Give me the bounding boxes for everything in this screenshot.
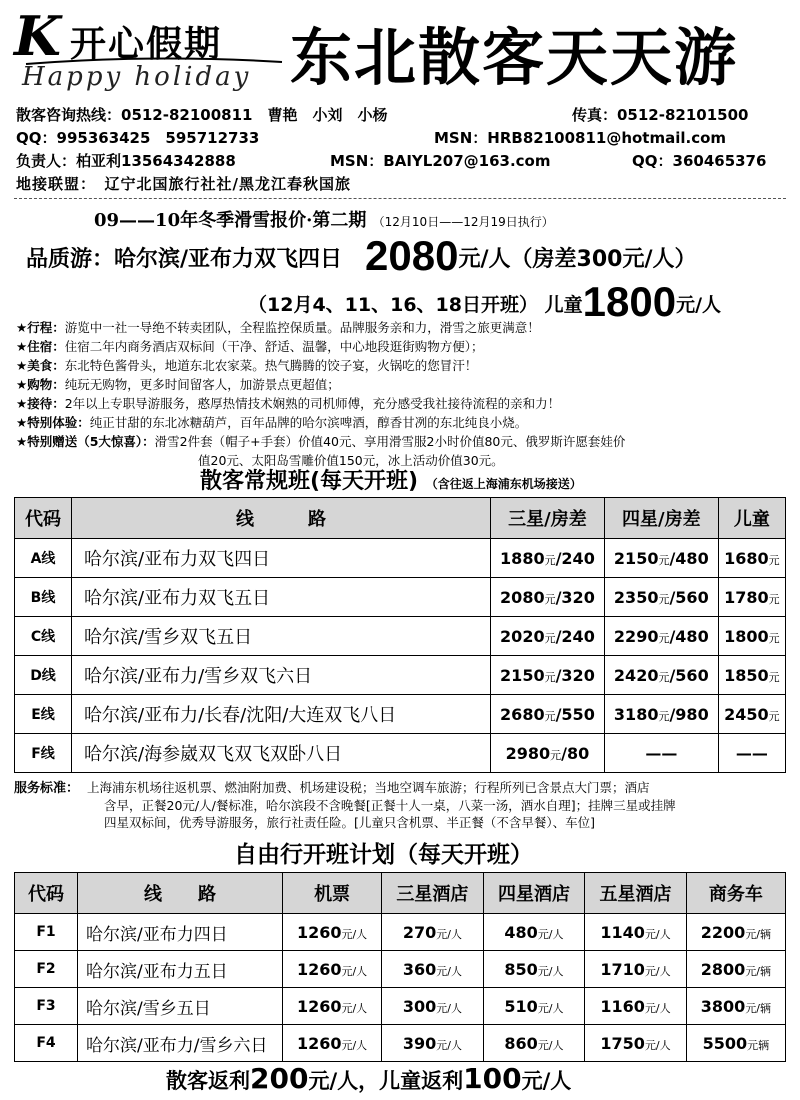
feature-shopping <box>16 375 340 393</box>
price: 3180 <box>613 704 659 724</box>
business-car <box>686 951 785 988</box>
service-line-2: 含早，正餐20元/人/餐标准，哈尔滨段不含晚餐[正餐十人一桌，八菜一汤，酒水自理]；挂牌三星或挂牌 <box>104 798 676 813</box>
season-heading <box>94 206 554 232</box>
yuan: 元 <box>768 553 780 567</box>
rebate-child-label: 儿童返利 <box>379 1069 464 1093</box>
three-star-price: 2980元/80 <box>491 734 605 773</box>
feature-text: 东北特色酱骨头，地道东北农家菜。热气腾腾的饺子宴，火锅吃的您冒汗！ <box>64 358 478 373</box>
unit: 元/人 <box>537 1001 564 1015</box>
season-note: （12月10日——12月19日执行） <box>372 215 554 229</box>
three-star-hotel <box>382 914 484 951</box>
unit: 元/人 <box>436 964 462 978</box>
route-name: 哈尔滨/亚布力双飞五日 <box>72 578 491 617</box>
route-code: A线 <box>15 539 72 578</box>
fax: 传真：0512-82101500 <box>572 106 749 124</box>
price: 1800 <box>724 626 769 646</box>
quality-label: 品质游： <box>26 247 115 272</box>
price: 2080 <box>500 587 545 607</box>
yuan: 元 <box>544 670 556 684</box>
three-star-price: 1880元/240 <box>491 539 605 578</box>
manager: 负责人：柏亚利13564342888 <box>16 152 236 170</box>
column-header: 四星/房差 <box>604 498 718 539</box>
column-header: 代码 <box>15 873 78 914</box>
route-name: 哈尔滨/亚布力/长春/沈阳/大连双飞八日 <box>72 695 491 734</box>
page-title: 东北散客天天游 <box>290 21 739 94</box>
plan-route: 哈尔滨/亚布力五日 <box>78 951 283 988</box>
service-label: 服务标准： <box>14 781 80 796</box>
price: 1140 <box>600 922 645 942</box>
price: 3800 <box>700 996 746 1016</box>
single-diff: 550 <box>561 704 595 724</box>
unit: 元/人 <box>436 1001 462 1015</box>
regular-price-table <box>14 497 786 773</box>
route-code: E线 <box>15 695 72 734</box>
three-star-hotel <box>382 988 484 1025</box>
table-row <box>15 951 786 988</box>
single-diff: 980 <box>675 704 709 724</box>
price: 2150 <box>500 665 545 685</box>
child-price <box>718 695 785 734</box>
child-unit: 元/人 <box>676 294 722 316</box>
price: 510 <box>504 996 538 1016</box>
price: 1780 <box>724 587 769 607</box>
rebate-adult-amount: 200 <box>250 1062 309 1095</box>
single-diff: 80 <box>566 743 590 763</box>
divider <box>14 198 786 199</box>
business-car <box>686 988 785 1025</box>
business-car <box>686 1025 785 1062</box>
table-header-row <box>15 498 786 539</box>
price: 1680 <box>724 548 769 568</box>
qq-contact-2: QQ：360465376 <box>632 152 767 170</box>
five-star-hotel <box>585 1025 687 1062</box>
unit: 元/人 <box>644 1001 671 1015</box>
quality-single-supplement: （房差300元/人） <box>510 247 697 272</box>
plan-code: F2 <box>15 951 78 988</box>
child-price <box>718 578 785 617</box>
price: 1260 <box>296 959 342 979</box>
unit: 元/人 <box>436 927 462 941</box>
single-diff: 240 <box>561 626 595 646</box>
table-row <box>15 656 786 695</box>
yuan: 元 <box>544 592 556 606</box>
yuan: 元 <box>768 631 780 645</box>
three-star-price: 2020元/240 <box>491 617 605 656</box>
unit: 元辆 <box>747 1038 770 1052</box>
column-header: 四星酒店 <box>483 873 585 914</box>
price: 1260 <box>296 996 342 1016</box>
child-price <box>718 734 785 773</box>
four-star-price: 2420元/560 <box>604 656 718 695</box>
child-price <box>718 617 785 656</box>
plan-route: 哈尔滨/雪乡五日 <box>78 988 283 1025</box>
feature-text: 2年以上专职导游服务，憨厚热情技术娴熟的司机师傅，充分感受我社接待流程的亲和力！ <box>64 396 561 411</box>
single-diff: 320 <box>561 665 595 685</box>
airfare <box>283 951 382 988</box>
column-header: 线 路 <box>78 873 283 914</box>
single-diff: 240 <box>561 548 595 568</box>
plan-route: 哈尔滨/亚布力/雪乡六日 <box>78 1025 283 1062</box>
price: 850 <box>504 959 538 979</box>
five-star-hotel <box>585 951 687 988</box>
hotline: 散客咨询热线：0512-82100811 曹艳 小刘 小杨 <box>16 106 388 124</box>
single-diff: 560 <box>675 665 709 685</box>
feature-label: ★美食： <box>16 358 65 373</box>
price: —— <box>735 743 768 763</box>
feature-text: 住宿二年内商务酒店双标间（干净、舒适、温馨，中心地段逛街购物方便）； <box>64 339 484 354</box>
table-row <box>15 617 786 656</box>
single-diff: 560 <box>675 587 709 607</box>
price: 5500 <box>702 1033 748 1053</box>
yuan: 元 <box>658 631 670 645</box>
column-header: 机票 <box>283 873 382 914</box>
plan-code: F4 <box>15 1025 78 1062</box>
feature-text: 纯玩无购物，更多时间留客人，加游景点更超值； <box>64 377 340 392</box>
free-travel-table <box>14 872 786 1062</box>
table-row <box>15 988 786 1025</box>
unit: 元/人 <box>644 927 671 941</box>
yuan: 元 <box>544 709 556 723</box>
regular-title: 散客常规班(每天开班) <box>200 469 419 494</box>
price: 1880 <box>500 548 545 568</box>
alliance: 地接联盟： 辽宁北国旅行社社/黑龙江春秋国旅 <box>16 175 351 193</box>
three-star-hotel <box>382 951 484 988</box>
feature-gifts <box>16 432 625 450</box>
unit: 元/人 <box>341 964 368 978</box>
plan-code: F3 <box>15 988 78 1025</box>
price: 2450 <box>724 704 769 724</box>
four-star-price: 3180元/980 <box>604 695 718 734</box>
price: 1260 <box>296 1033 342 1053</box>
feature-label: ★行程： <box>16 320 65 335</box>
column-header: 儿童 <box>718 498 785 539</box>
column-header: 线 路 <box>72 498 491 539</box>
logo-english-name: Happy holiday <box>22 62 252 92</box>
unit: 元/人 <box>341 1001 368 1015</box>
single-diff: 320 <box>561 587 595 607</box>
child-price <box>718 539 785 578</box>
single-diff: 480 <box>675 548 709 568</box>
yuan: 元 <box>550 748 562 762</box>
four-star-hotel <box>483 988 585 1025</box>
price: 1260 <box>296 922 342 942</box>
three-star-hotel <box>382 1025 484 1062</box>
feature-text: 游览中一社一导绝不转卖团队，全程监控保质量。品牌服务亲和力，滑雪之旅更满意！ <box>64 320 540 335</box>
route-name: 哈尔滨/海参崴双飞双飞双卧八日 <box>72 734 491 773</box>
feature-food <box>16 356 477 374</box>
departure-dates: （12月4、11、16、18日开班） <box>248 294 538 316</box>
table-row <box>15 539 786 578</box>
plan-route: 哈尔滨/亚布力四日 <box>78 914 283 951</box>
logo-k-mark: K <box>14 4 61 68</box>
price: 1850 <box>724 665 769 685</box>
four-star-price: 2290元/480 <box>604 617 718 656</box>
route-name: 哈尔滨/亚布力/雪乡双飞六日 <box>72 656 491 695</box>
service-line-3: 四星双标间，优秀导游服务，旅行社责任险。[儿童只含机票、半正餐（不含早餐）、车位] <box>104 815 596 830</box>
three-star-price: 2150元/320 <box>491 656 605 695</box>
rebate-child-unit: 元/人 <box>521 1069 572 1093</box>
yuan: 元 <box>658 592 670 606</box>
logo <box>14 6 284 98</box>
table-row <box>15 914 786 951</box>
service-line-1: 上海浦东机场往返机票、燃油附加费、机场建设税；当地空调车旅游；行程所列已含景点大门票；酒店 <box>86 780 650 795</box>
price: 390 <box>402 1033 437 1053</box>
child-label: 儿童 <box>544 294 583 316</box>
price: 2800 <box>700 959 746 979</box>
feature-hotel <box>16 337 483 355</box>
free-travel-title: 自由行开班计划（每天开班） <box>234 842 533 868</box>
feature-text: 值20元、太阳岛雪雕价值150元，冰上活动价值30元。 <box>198 453 504 468</box>
yuan: 元 <box>658 709 670 723</box>
plan-code: F1 <box>15 914 78 951</box>
rebate-banner <box>166 1062 571 1095</box>
feature-text: 滑雪2件套（帽子+手套）价值40元、享用滑雪服2小时价值80元、俄罗斯许愿套娃价 <box>154 434 626 449</box>
qq-numbers: QQ：995363425 595712733 <box>16 129 260 147</box>
price: 2150 <box>613 548 659 568</box>
price: 2290 <box>613 626 659 646</box>
rebate-child-amount: 100 <box>463 1062 522 1095</box>
feature-label: ★特别体验： <box>16 415 90 430</box>
four-star-hotel <box>483 1025 585 1062</box>
season-title: 09——10年冬季滑雪报价·第二期 <box>94 210 367 231</box>
airfare <box>283 988 382 1025</box>
unit: 元/人 <box>644 964 671 978</box>
single-diff: 480 <box>675 626 709 646</box>
feature-label: ★住宿： <box>16 339 65 354</box>
feature-experience <box>16 413 527 431</box>
yuan: 元 <box>768 592 780 606</box>
price: 2200 <box>700 922 746 942</box>
yuan: 元 <box>544 631 556 645</box>
route-name: 哈尔滨/亚布力双飞四日 <box>72 539 491 578</box>
route-code: B线 <box>15 578 72 617</box>
quality-price: 2080 <box>365 232 459 279</box>
table-row <box>15 578 786 617</box>
price: 1710 <box>600 959 645 979</box>
five-star-hotel <box>585 914 687 951</box>
unit: 元/人 <box>537 1038 564 1052</box>
four-star-price: 2150元/480 <box>604 539 718 578</box>
feature-label: ★购物： <box>16 377 65 392</box>
unit: 元/辆 <box>745 927 772 941</box>
feature-label: ★接待： <box>16 396 65 411</box>
column-header: 五星酒店 <box>585 873 687 914</box>
rebate-adult-label: 散客返利 <box>166 1069 250 1093</box>
rebate-adult-unit: 元/人， <box>308 1069 380 1093</box>
logo-chinese-name: 开心假期 <box>70 24 223 65</box>
four-star-price <box>604 734 718 773</box>
route-code: C线 <box>15 617 72 656</box>
unit: 元/人 <box>537 964 564 978</box>
airfare <box>283 914 382 951</box>
four-star-price: 2350元/560 <box>604 578 718 617</box>
feature-label: ★特别赠送（5大惊喜）： <box>16 434 155 449</box>
four-star-hotel <box>483 914 585 951</box>
table-row <box>15 1025 786 1062</box>
price: 860 <box>504 1033 538 1053</box>
child-price <box>718 656 785 695</box>
business-car <box>686 914 785 951</box>
quality-route: 哈尔滨/亚布力双飞四日 <box>114 247 343 272</box>
column-header: 商务车 <box>686 873 785 914</box>
price: 2680 <box>500 704 545 724</box>
route-name: 哈尔滨/雪乡双飞五日 <box>72 617 491 656</box>
yuan: 元 <box>768 709 780 723</box>
unit: 元/人 <box>341 1038 368 1052</box>
quality-tour <box>26 232 697 280</box>
price: —— <box>645 743 678 763</box>
unit: 元/人 <box>436 1038 462 1052</box>
price: 270 <box>402 922 437 942</box>
price: 360 <box>402 959 437 979</box>
quality-unit: 元/人 <box>458 247 511 272</box>
column-header: 代码 <box>15 498 72 539</box>
price: 2980 <box>505 743 551 763</box>
route-code: D线 <box>15 656 72 695</box>
three-star-price: 2680元/550 <box>491 695 605 734</box>
feature-reception <box>16 394 560 412</box>
price: 480 <box>504 922 538 942</box>
price: 1160 <box>600 996 645 1016</box>
feature-itinerary <box>16 318 540 336</box>
unit: 元/辆 <box>745 1001 772 1015</box>
table-row <box>15 734 786 773</box>
child-price: 1800 <box>582 278 677 325</box>
regular-section-title <box>200 464 582 495</box>
price: 2350 <box>613 587 659 607</box>
route-code: F线 <box>15 734 72 773</box>
msn-contact-2: MSN：BAIYL207@163.com <box>330 152 551 170</box>
table-row <box>15 695 786 734</box>
unit: 元/人 <box>644 1038 671 1052</box>
five-star-hotel <box>585 988 687 1025</box>
yuan: 元 <box>658 553 670 567</box>
column-header: 三星酒店 <box>382 873 484 914</box>
feature-text: 纯正甘甜的东北冰糖葫芦，百年品牌的哈尔滨啤酒，醇香甘冽的东北纯良小烧。 <box>89 415 528 430</box>
table-header-row <box>15 873 786 914</box>
service-standards <box>14 779 786 831</box>
column-header: 三星/房差 <box>491 498 605 539</box>
regular-note: （含往返上海浦东机场接送） <box>425 477 582 491</box>
header <box>0 0 800 100</box>
yuan: 元 <box>768 670 780 684</box>
unit: 元/人 <box>341 927 368 941</box>
airfare <box>283 1025 382 1062</box>
unit: 元/辆 <box>745 964 772 978</box>
four-star-hotel <box>483 951 585 988</box>
unit: 元/人 <box>537 927 564 941</box>
msn-contact: MSN：HRB82100811@hotmail.com <box>434 129 727 147</box>
price: 300 <box>402 996 437 1016</box>
price: 1750 <box>600 1033 645 1053</box>
three-star-price: 2080元/320 <box>491 578 605 617</box>
price: 2420 <box>613 665 659 685</box>
yuan: 元 <box>544 553 556 567</box>
price: 2020 <box>500 626 545 646</box>
yuan: 元 <box>658 670 670 684</box>
